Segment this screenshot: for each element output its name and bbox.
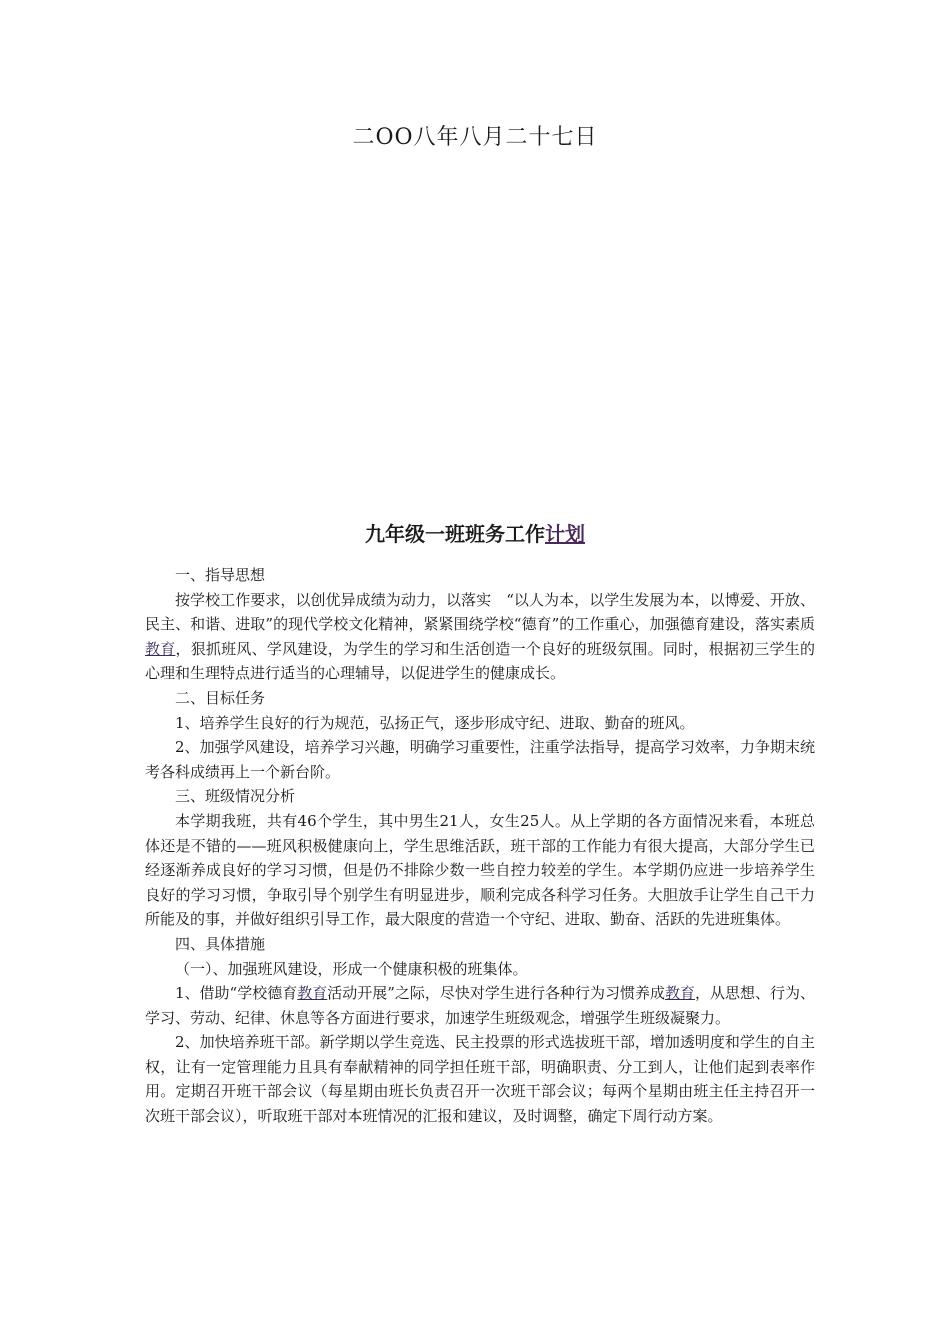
measure-item-1 [145, 981, 815, 1030]
section-heading-class-analysis: 三、班级情况分析 [175, 787, 296, 806]
document-title [0, 518, 950, 547]
link-education[interactable]: 教育 [297, 984, 328, 1003]
paragraph-text: ，狠抓班风、学风建设，为学生的学习和生活创造一个良好的班级氛围。同时，根据初三学生的心理和生理特点进行适当的心理辅导，以促进学生的健康成长。 [145, 639, 815, 683]
paragraph-text: ，从思想、行为、学习、劳动、纪律、休息等各方面进行要求，加速学生班级观念，增强学生班级凝聚力。 [145, 984, 815, 1027]
paragraph-text: 1、借助“学校德育 [175, 984, 298, 1003]
paragraph-text: 按学校工作要求，以创优异成绩为动力，以落实 “以人为本，以学生发展为本，以博爱、开放、民主、和谐、进取”的现代学校文化精神，紧紧围绕学校“德育”的工作重心，加强德育建设，落实素质 [145, 590, 815, 634]
document-body [145, 563, 815, 1129]
goal-item-2: 2、加强学风建设，培养学习兴趣，明确学习重要性，注重学法指导，提高学习效率，力争期末统考各科成绩再上一个新台阶。 [145, 738, 815, 781]
title-main-text: 九年级一班班务工作 [365, 522, 545, 546]
measures-subheading-1: （一）、加强班风建设，形成一个健康积极的班集体。 [175, 959, 528, 978]
link-education[interactable]: 教育 [145, 639, 176, 658]
link-education[interactable]: 教育 [664, 984, 695, 1003]
paragraph-class-analysis: 本学期我班，共有46个学生，其中男生21人，女生25人。从上学期的各方面情况来看，本班总体还是不错的——班风积极健康向上，学生思维活跃，班干部的工作能力有很大提高，大部分学生已经逐渐养成良好的学习习惯，但是仍不排除少数一些自控力较差的学生。本学期仍应进一步培养学生良好的学习习惯，争取引导个别学生有明显进步，顺利完成各科学习任务。大胆放手让学生自己干力所能及的事，并做好组织引导工作，最大限度的营造一个守纪、进取、勤奋、活跃的先进班集体。 [145, 811, 815, 929]
section-heading-measures: 四、具体措施 [175, 934, 266, 953]
paragraph-text: 活动开展”之际，尽快对学生进行各种行为习惯养成 [327, 984, 665, 1003]
goal-item-1: 1、培养学生良好的行为规范，弘扬正气，逐步形成守纪、进取、勤奋的班风。 [175, 713, 695, 732]
section-heading-goals: 二、目标任务 [175, 688, 266, 707]
title-link-plan[interactable]: 计划 [545, 522, 585, 546]
document-date: 二OO八年八月二十七日 [352, 125, 598, 150]
measure-item-2: 2、加快培养班干部。新学期以学生竞选、民主投票的形式选拔班干部，增加透明度和学生的自主权，让有一定管理能力且具有奉献精神的同学担任班干部，明确职责、分工到人，让他们起到表率作用。定期召开班干部会议（每星期由班长负责召开一次班干部会议；每两个星期由班主任主持召开一次班干部会议），听取班干部对本班情况的汇报和建议，及时调整，确定下周行动方案。 [145, 1033, 815, 1126]
paragraph-guiding-ideology [145, 588, 815, 686]
section-heading-guiding-ideology: 一、指导思想 [175, 566, 266, 584]
